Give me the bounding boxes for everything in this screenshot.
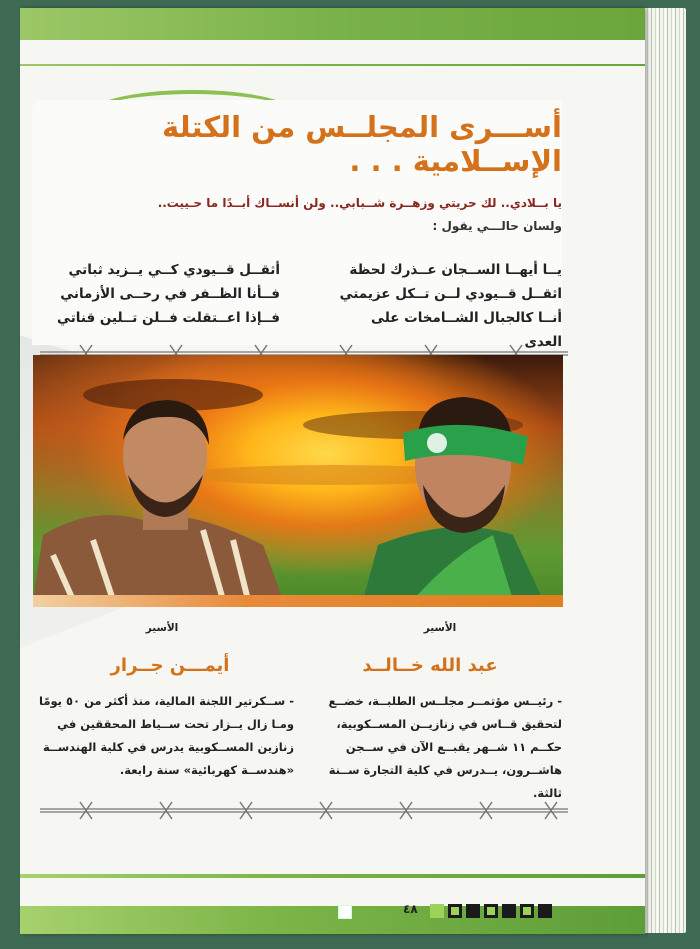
prisoner-bio: - رئيــس مؤتمــر مجلــس الطلبــة، خضــع لتحقيق قــاس في زنازيــن المســكوبية، حكــم ١١ شــهر يقبــع الآن في ســجن هاشــرون، يــدرس في كلية التجارة ســنة ثالثة.	[328, 694, 562, 800]
prisoner-name: عبد الله خــالــد	[362, 655, 498, 676]
poem-column-left	[40, 258, 280, 330]
poem-verse: أنــا كالجبال الشــامخات على العدى	[371, 310, 562, 350]
magazine-logo-glyphs	[430, 903, 555, 919]
prisoner-caption: الأسير	[423, 622, 457, 634]
prisoner-caption: الأسير	[145, 622, 179, 634]
footer-strip	[20, 878, 645, 906]
intro-text	[80, 192, 562, 238]
page-title: أســـرى المجلــس من الكتلة الإســلامية . . .	[162, 110, 562, 178]
top-band-inner	[20, 40, 645, 64]
barbed-wire-bottom	[40, 800, 568, 822]
prisoner-name: أيمـــن جــرار	[110, 655, 230, 676]
poem-column-right	[330, 258, 562, 354]
poem-verse: اثقــل قــيودي لــن تــكل عزيمتي	[339, 286, 562, 302]
photo-bottom-strip	[33, 595, 563, 607]
poem-verse: أثقــل قــيودي كــي يــزيد ثباتي	[68, 262, 280, 278]
logo-box	[338, 905, 352, 919]
prisoners-photo-illustration	[33, 355, 563, 600]
magazine-logo	[338, 904, 352, 920]
prisoners-photo	[33, 355, 563, 600]
poem-verse: يــا أيهــا الســجان عــذرك لحظة	[349, 262, 562, 278]
intro-line-2: ولسان حالـــي يقول :	[432, 219, 562, 233]
page-number: ٤٨	[403, 902, 418, 916]
poem-verse: فــأنا الظــفر في رحــى الأزماني	[60, 286, 280, 302]
intro-line-1: يا بــلادي.. لك حريتي وزهــرة شــبابي.. ولن أنســاك أبــدًا ما حـييت..	[157, 196, 562, 210]
prisoner-bio: - ســكرتير اللجنة المالية، منذ أكثر من ٥٠ يومًا ومـا زال يــزار تحت ســياط المحققين في زنازين المســكوبية يدرس في كلية الهندســة «هندســة كهربائية» سنة رابعة.	[39, 694, 294, 777]
poem-verse: فــإذا اعــتقلت فــلن تــلين قناتي	[57, 310, 280, 326]
